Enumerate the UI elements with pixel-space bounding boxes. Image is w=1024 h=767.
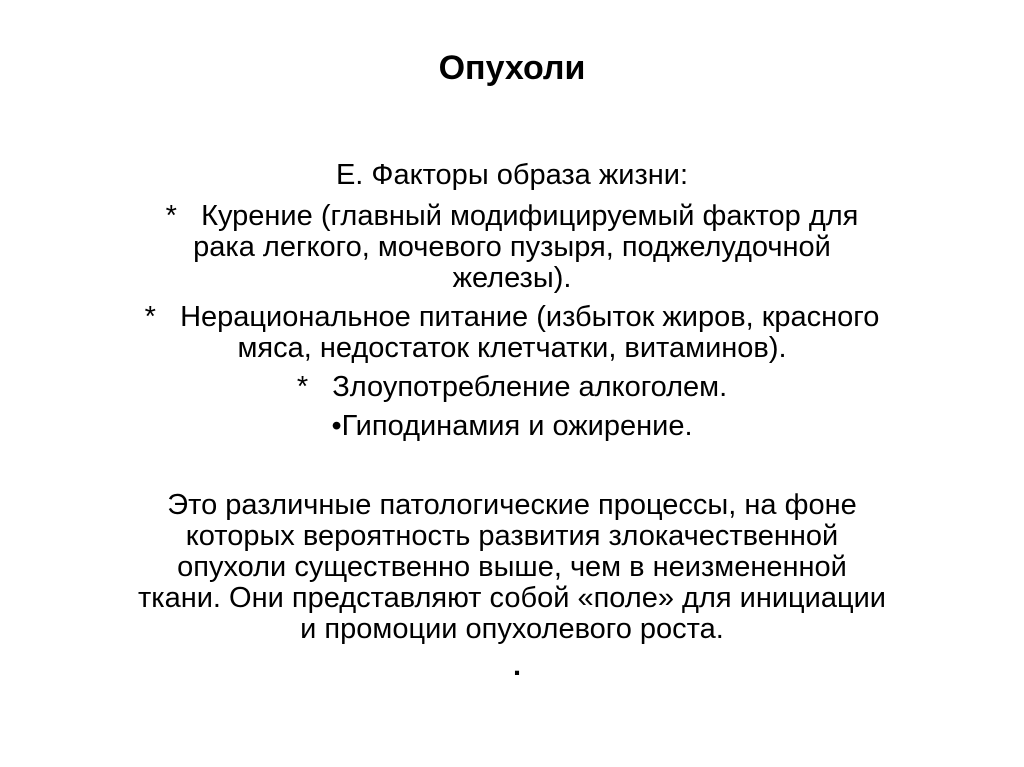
bullet-marker: * (296, 371, 333, 403)
bullet-line: рака легкого, мочевого пузыря, поджелудочной (193, 231, 831, 263)
bullet-line (40, 302, 984, 333)
definition-paragraph (40, 490, 984, 645)
bullet-text: Гиподинамия и ожирение. (341, 410, 693, 442)
bullet-item-hypodynamia (40, 411, 984, 442)
section-subtitle: Е. Факторы образа жизни: (335, 159, 689, 191)
paragraph-line: и промоции опухолевого роста. (300, 613, 724, 645)
bullet-line (40, 372, 984, 403)
bullet-text: Нерациональное питание (избыток жиров, красного (180, 301, 880, 333)
slide-title: Опухоли (438, 49, 586, 87)
paragraph-line: опухоли существенно выше, чем в неизмененной (177, 551, 847, 583)
bullet-line: мяса, недостаток клетчатки, витаминов). (237, 332, 787, 364)
bullet-dot-icon: • (331, 410, 342, 442)
bullet-item-alcohol (40, 372, 984, 403)
paragraph-line: которых вероятность развития злокачественной (185, 520, 839, 552)
bullet-text: Злоупотребление алкоголем. (332, 371, 728, 403)
bullet-text: Курение (главный модифицируемый фактор для (201, 200, 859, 232)
bullet-marker: * (165, 200, 202, 232)
end-mark: . (512, 650, 522, 682)
paragraph-line: ткани. Они представляют собой «поле» для инициации (137, 582, 886, 614)
bullet-item-smoking (40, 201, 984, 294)
bullet-line: железы). (452, 262, 572, 294)
bullet-line (40, 201, 984, 232)
paragraph-line: Это различные патологические процессы, на фоне (167, 489, 857, 521)
slide-content (40, 160, 984, 682)
bullet-marker: * (144, 301, 181, 333)
bullet-line (40, 411, 984, 442)
bullet-item-nutrition (40, 302, 984, 364)
